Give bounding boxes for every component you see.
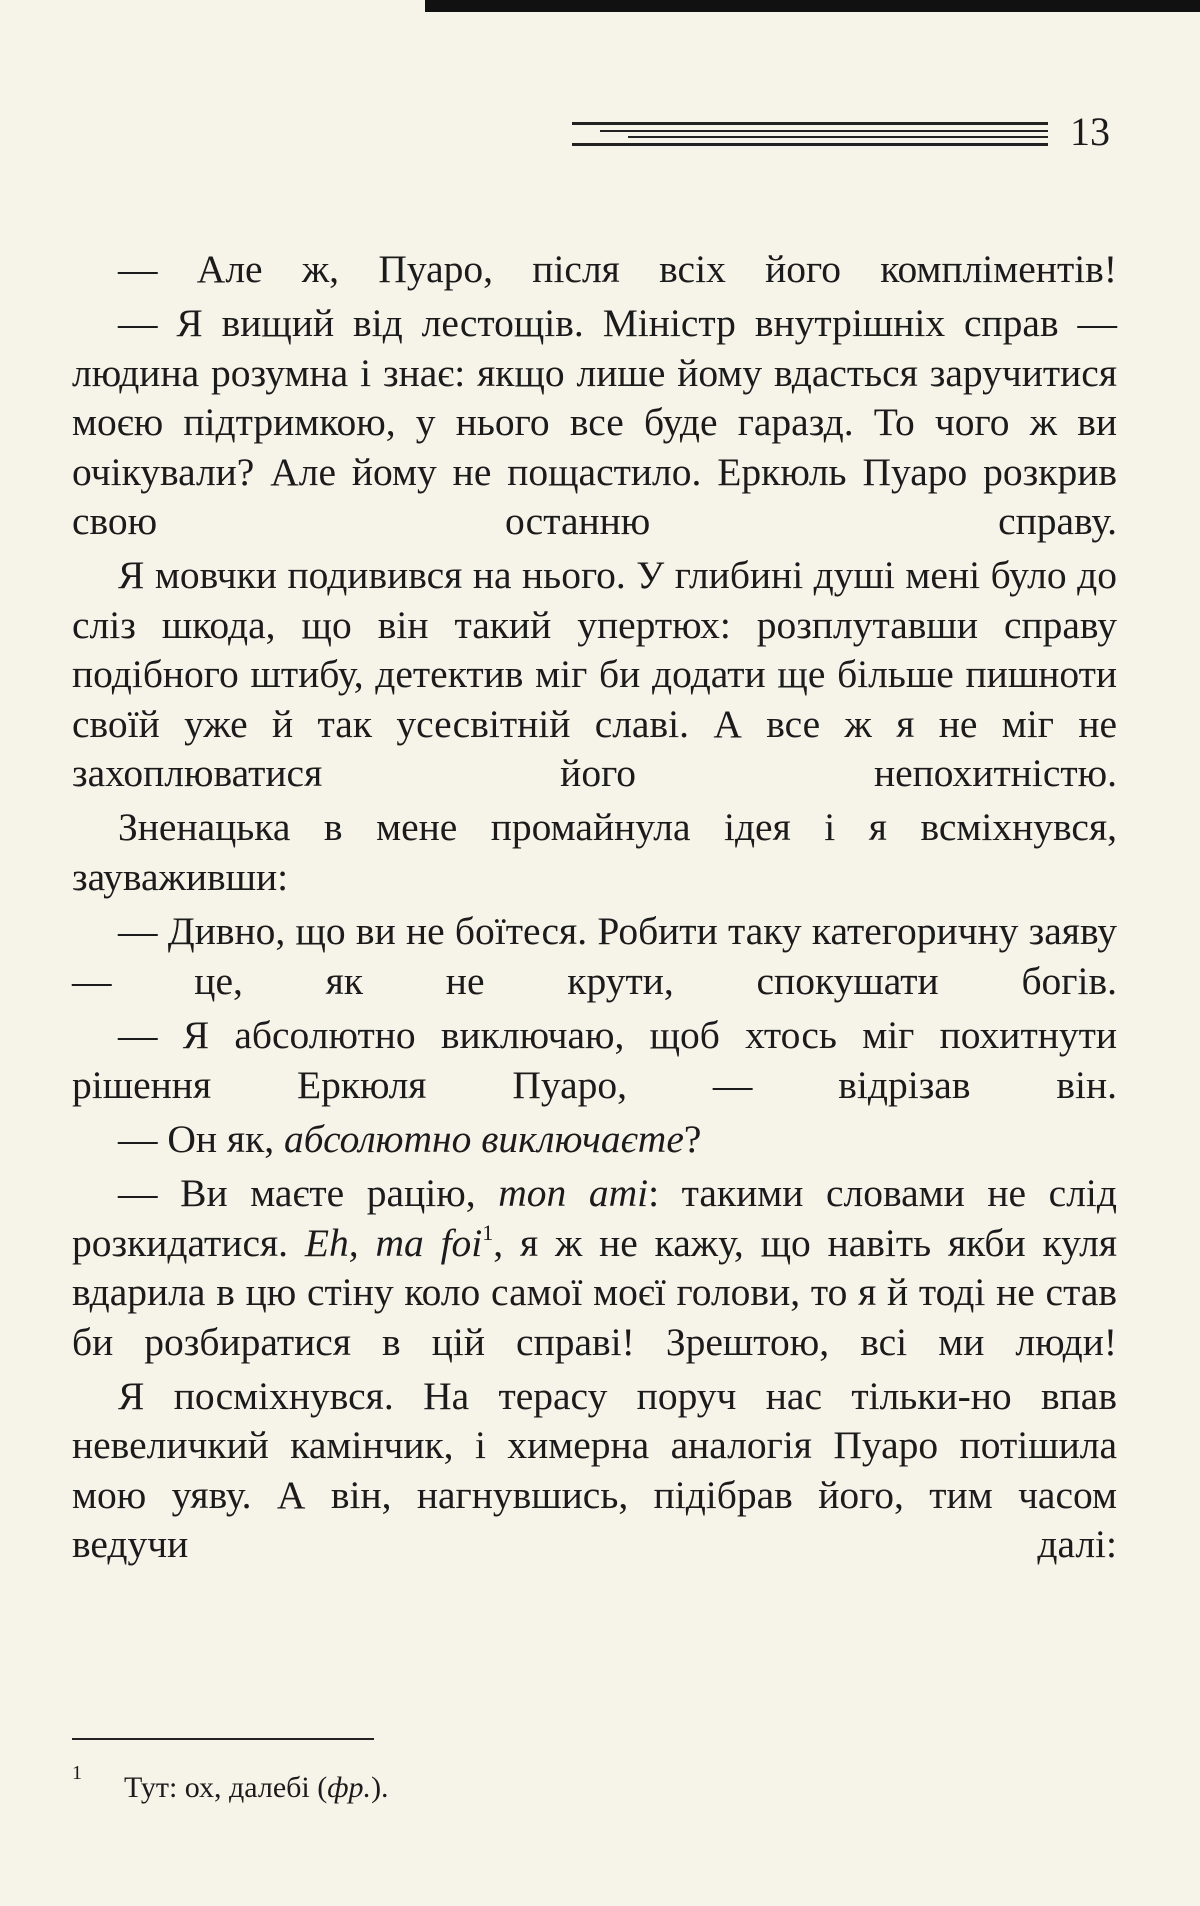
footnote-mark: 1 — [72, 1762, 82, 1784]
paragraph: — Дивно, що ви не боїтеся. Робити таку категоричну заяву — це, як не крути, спокушати богів. — [72, 909, 1117, 1003]
emphasis: абсолютно виключаєте — [284, 1116, 684, 1161]
emphasis: фр. — [327, 1771, 372, 1804]
paragraph: Зненацька в мене промайнула ідея і я всміхнувся, зауваживши: — [72, 805, 1117, 899]
footnote-rule — [72, 1738, 374, 1740]
paragraph: Я посміхнувся. На терасу поруч нас тільки-но впав невеличкий камінчик, і химерна аналогія Пуаро потішила мою уяву. А він, нагнувшись, підібрав його, тим часом ведучи далі: — [72, 1373, 1117, 1567]
emphasis: mon ami — [498, 1171, 649, 1216]
paragraph: — Але ж, Пуаро, після всіх його компліментів! — [118, 247, 1117, 291]
page-edge-bar — [425, 0, 1200, 12]
paragraph: Я мовчки подивився на нього. У глибині душі мені було до сліз шкода, що він такий упертюх: розплутавши справу подібного штибу, детектив міг би додати ще більше пишноти своїй уже й так усесвітній славі. А все ж я не міг не захоплюватися його непохитністю. — [72, 553, 1117, 796]
paragraph: — Я вищий від лестощів. Міністр внутрішніх справ — людина розумна і знає: якщо лише йому вдасться заручитися моєю підтримкою, у нього все буде гаразд. То чого ж ви очікували? Але йому не пощастило. Еркюль Пуаро розкрив свою останню справу. — [72, 301, 1117, 544]
footnote-text: Тут: ох, далебі (фр.). — [124, 1771, 389, 1804]
paragraph: — Он як, абсолютно виключаєте? — [118, 1116, 702, 1161]
body-text — [72, 245, 1117, 1570]
paragraph: — Ви маєте рацію, mon ami: такими словами не слід розкидатися. Eh, ma foi$^1$, я ж не кажу, що навіть якби куля вдарила в цю стіну коло самої моєї голови, то я й тоді не став би розбиратися в цій справі! Зрештою, всі ми люди! — [72, 1171, 1117, 1364]
footnote-ref[interactable]: 1 — [482, 1219, 494, 1245]
paragraph: — Я абсолютно виключаю, щоб хтось міг похитнути рішення Еркюля Пуаро, — відрізав він. — [72, 1013, 1117, 1107]
page-number: 13 — [1070, 109, 1110, 154]
emphasis: Eh, ma foi — [304, 1220, 483, 1265]
